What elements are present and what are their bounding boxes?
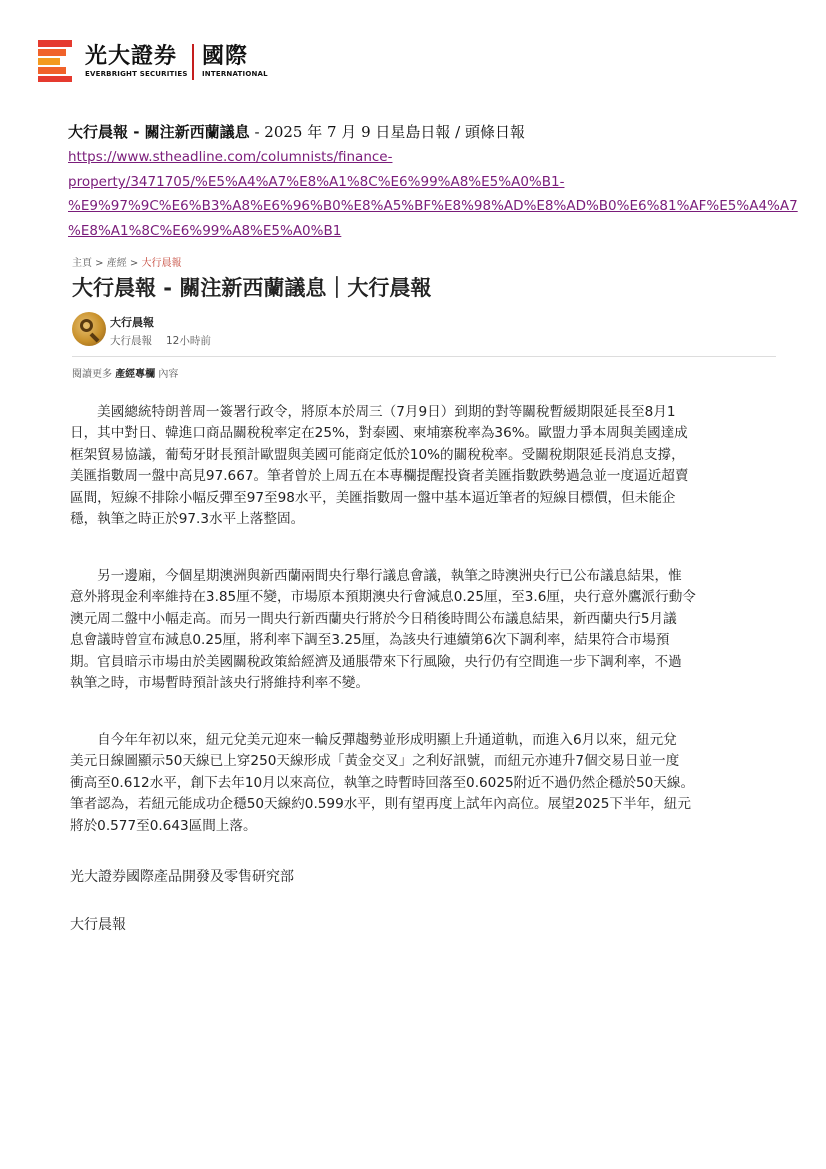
paragraph-line: 框架貿易協議，葡萄牙財長預計歐盟與美國可能商定低於10%的關稅稅率。受關稅期限延長消息支撐， <box>70 446 685 463</box>
everbright-logo-icon <box>38 40 72 82</box>
paragraph-line: 自今年年初以來，紐元兌美元迎來一輪反彈趨勢並形成明顯上升通道軌，而進入6月以來，紐元兌 <box>70 732 677 748</box>
logo-divider <box>192 44 194 80</box>
logo-name-en: EVERBRIGHT SECURITIES <box>85 70 188 78</box>
divider <box>72 356 776 357</box>
author-avatar[interactable] <box>72 312 106 346</box>
breadcrumb-separator: > <box>92 258 107 269</box>
report-title: 大行晨報 - 關注新西蘭議息 <box>68 123 250 141</box>
paragraph-line: 日，其中對日、韓進口商品關稅稅率定在25%，對泰國、柬埔寨稅率為36%。歐盟力爭本周與美國達成 <box>70 425 688 442</box>
signature-name: 大行晨報 <box>70 917 126 933</box>
signature-department: 光大證券國際產品開發及零售研究部 <box>70 869 294 885</box>
breadcrumb-home[interactable]: 主頁 <box>72 258 92 269</box>
paragraph-line: 筆者認為，若紐元能成功企穩50天線約0.599水平，則有望再度上試年內高位。展望2025下半年，紐元 <box>70 796 691 813</box>
paragraph-line: 將於0.577至0.643區間上落。 <box>70 817 257 834</box>
magnifier-icon <box>80 319 93 332</box>
publish-time: 12小時前 <box>166 335 211 347</box>
breadcrumb-current[interactable]: 大行晨報 <box>141 258 182 269</box>
breadcrumb-separator: > <box>126 258 142 269</box>
paragraph-line: 美國總統特朗普周一簽署行政令，將原本於周三（7月9日）到期的對等關稅暫緩期限延長至8月1 <box>70 404 676 420</box>
paragraph-line: 澳元周二盤中小幅走高。而另一間央行新西蘭央行將於今日稍後時間公布議息結果，新西蘭央行5月議 <box>70 610 677 627</box>
source-url-line-2[interactable]: property/3471705/%E5%A4%A7%E8%A1%8C%E6%99%A8%E5%A0%B1- <box>68 174 565 190</box>
source-url-line-1[interactable]: https://www.stheadline.com/columnists/finance- <box>68 149 393 165</box>
report-source: - 2025 年 7 月 9 日星島日報 / 頭條日報 <box>249 123 525 141</box>
paragraph-line: 美匯指數周一盤中高見97.667。筆者曾於上周五在本專欄提醒投資者美匯指數跌勢過急並一度逼近超賣 <box>70 468 689 485</box>
author-name[interactable]: 大行晨報 <box>110 316 154 329</box>
source-url-line-3[interactable]: %E9%97%9C%E6%B3%A8%E6%96%B0%E8%A5%BF%E8%98%AD%E8%AD%B0%E6%81%AF%E5%A4%A7 <box>68 198 798 214</box>
paragraph-2 <box>70 566 776 694</box>
author-meta <box>110 333 211 348</box>
breadcrumb-section[interactable]: 產經 <box>106 258 127 269</box>
read-more-link[interactable]: 產經專欄 <box>115 369 156 380</box>
read-more-prefix: 閱讀更多 <box>72 369 116 380</box>
magnifier-handle <box>90 333 100 343</box>
author-column: 大行晨報 <box>110 335 152 347</box>
breadcrumb <box>72 254 182 269</box>
read-more <box>72 365 178 380</box>
logo-name-cn2: 國際 <box>202 44 249 69</box>
paragraph-line: 意外將現金利率維持在3.85厘不變，市場原本預期澳央行會減息0.25厘，至3.6厘，央行意外鷹派行動令 <box>70 589 696 606</box>
paragraph-line: 美元日線圖顯示50天線已上穿250天線形成「黃金交叉」之利好訊號，而紐元亦連升7個交易日並一度 <box>70 753 680 770</box>
paragraph-line: 區間，短線不排除小幅反彈至97至98水平，美匯指數周一盤中基本逼近筆者的短線目標價，但未能企 <box>70 489 676 506</box>
logo-name-en2: INTERNATIONAL <box>202 70 268 78</box>
paragraph-line: 穩，執筆之時正於97.3水平上落整固。 <box>70 511 305 528</box>
paragraph-line: 衝高至0.612水平，創下去年10月以來高位，執筆之時暫時回落至0.6025附近不過仍然企穩於50天線。 <box>70 774 695 791</box>
article-title: 大行晨報 - 關注新西蘭議息｜大行晨報 <box>72 276 432 300</box>
paragraph-1 <box>70 402 776 530</box>
paragraph-line: 另一邊廂，今個星期澳洲與新西蘭兩間央行舉行議息會議，執筆之時澳洲央行已公布議息結果，惟 <box>70 568 682 584</box>
paragraph-line: 息會議時曾宣布減息0.25厘，將利率下調至3.25厘，為該央行連續第6次下調利率，結果符合市場預 <box>70 632 670 649</box>
read-more-suffix: 內容 <box>155 369 179 380</box>
source-url-line-4[interactable]: %E8%A1%8C%E6%99%A8%E5%A0%B1 <box>68 223 342 239</box>
paragraph-3 <box>70 730 776 837</box>
company-logo <box>38 40 278 84</box>
logo-name-cn: 光大證券 <box>85 44 178 69</box>
report-headline <box>68 121 525 142</box>
paragraph-line: 執筆之時，市場暫時預計該央行將維持利率不變。 <box>70 675 370 692</box>
paragraph-line: 期。官員暗示市場由於美國關稅政策給經濟及通脹帶來下行風險，央行仍有空間進一步下調利率，不過 <box>70 653 682 670</box>
